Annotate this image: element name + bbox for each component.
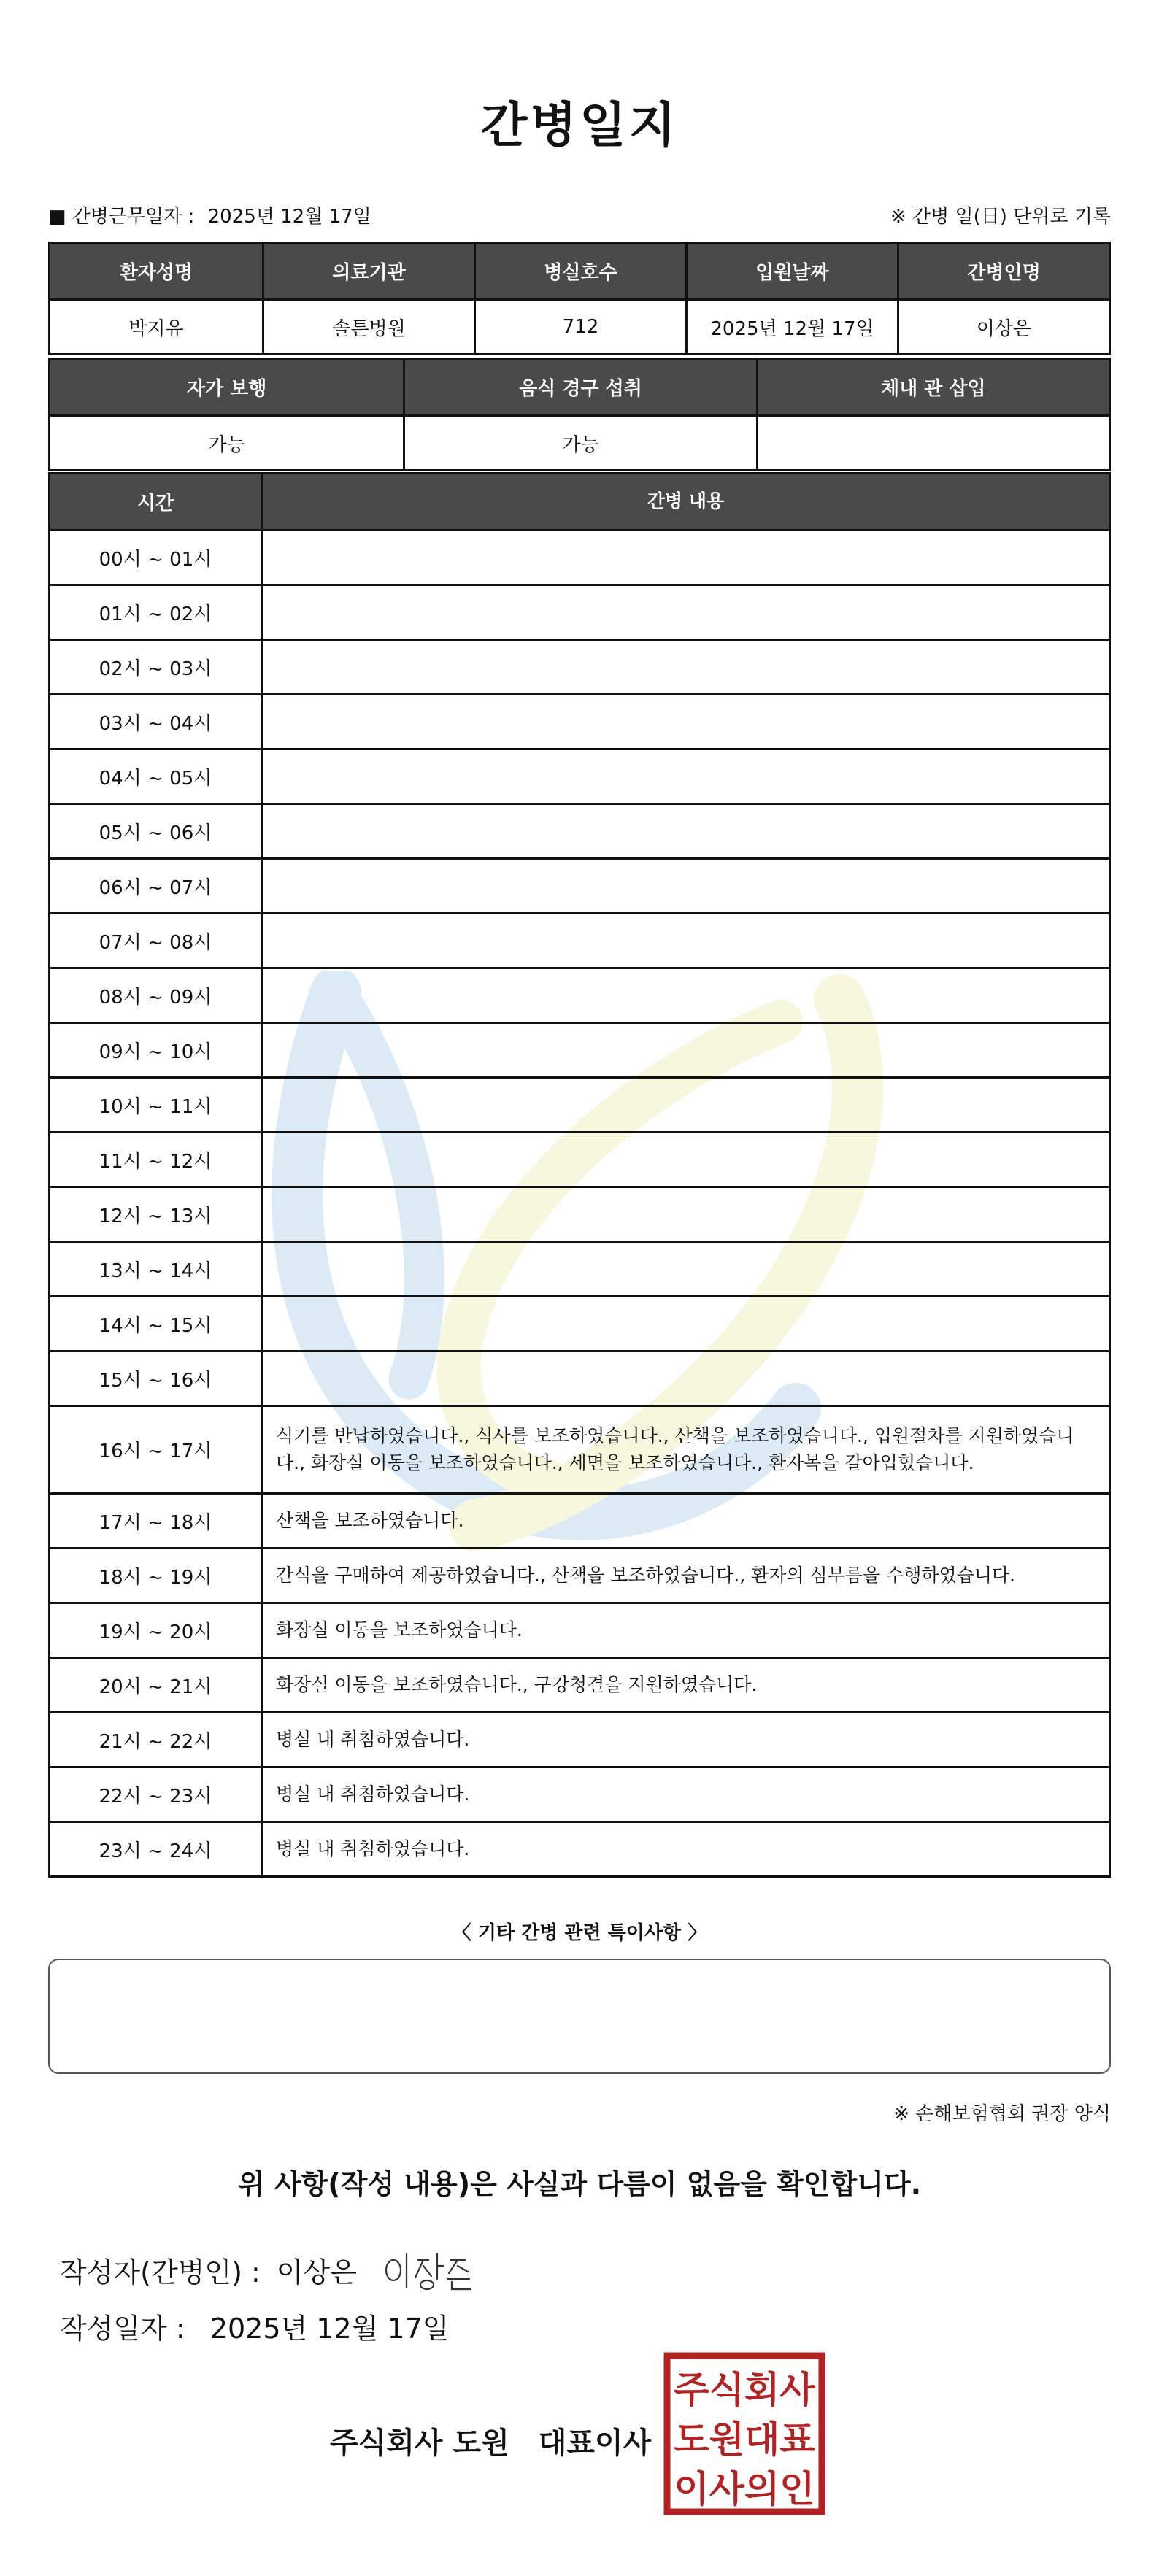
table-row <box>50 967 1109 1022</box>
time-slot: 22시 ~ 23시 <box>99 1785 212 1808</box>
table-row <box>50 529 1109 584</box>
time-slot: 23시 ~ 24시 <box>99 1840 212 1862</box>
time-slot: 16시 ~ 17시 <box>99 1441 212 1462</box>
time-slot: 09시 ~ 10시 <box>99 1041 212 1063</box>
header-caregiver-name: 간병인명 <box>897 244 1109 298</box>
author-name: 이상은 <box>276 2256 357 2288</box>
time-slot: 06시 ~ 07시 <box>99 876 212 899</box>
page-title: 간병일지 <box>480 97 679 153</box>
tube-insertion-value <box>756 417 1109 469</box>
company-seal-icon <box>663 2351 826 2516</box>
care-content[interactable] <box>261 1243 1109 1295</box>
record-unit-note: ※ 간병 일(日) 단위로 기록 <box>890 206 1111 228</box>
care-content[interactable] <box>261 1188 1109 1241</box>
author-label: 작성자(간병인) : <box>60 2256 261 2288</box>
time-slot: 12시 ~ 13시 <box>99 1205 212 1227</box>
written-date-value: 2025년 12월 17일 <box>209 2313 450 2345</box>
header-self-walking: 자가 보행 <box>50 360 403 414</box>
admission-date: 2025년 12월 17일 <box>685 301 897 353</box>
table-row <box>50 857 1109 912</box>
care-content[interactable] <box>261 1352 1109 1405</box>
time-slot: 18시 ~ 19시 <box>99 1566 212 1589</box>
table-row <box>50 748 1109 803</box>
oral-intake-value: 가능 <box>403 417 755 469</box>
time-slot: 03시 ~ 04시 <box>99 712 212 735</box>
work-date <box>48 201 371 228</box>
care-content[interactable] <box>261 1079 1109 1131</box>
time-slot: 21시 ~ 22시 <box>99 1730 212 1753</box>
hourly-care-log-table <box>48 472 1111 1878</box>
care-content[interactable]: 병실 내 취침하였습니다. <box>261 1823 1109 1875</box>
association-note: ※ 손해보험협회 권장 양식 <box>893 2103 1111 2125</box>
header-tube-insertion: 체내 관 삽입 <box>756 360 1109 414</box>
time-slot: 00시 ~ 01시 <box>99 548 212 571</box>
patient-name: 박지유 <box>128 317 184 340</box>
table-header-row <box>50 244 1109 298</box>
written-date-line <box>60 2306 450 2346</box>
table-row <box>50 693 1109 748</box>
table-row <box>50 1076 1109 1131</box>
header-hospital: 의료기관 <box>262 244 474 298</box>
table-row <box>50 1766 1109 1821</box>
time-slot: 20시 ~ 21시 <box>99 1675 212 1698</box>
caregiver-name: 이상은 <box>897 301 1109 353</box>
table-row <box>50 584 1109 639</box>
table-row <box>50 414 1109 469</box>
patient-info-table <box>48 242 1111 355</box>
seal-text-line: 주식회사 <box>674 2369 815 2411</box>
table-row <box>50 1186 1109 1241</box>
header-oral-intake: 음식 경구 섭취 <box>403 360 755 414</box>
time-slot: 01시 ~ 02시 <box>99 603 212 625</box>
table-row <box>50 803 1109 857</box>
table-row <box>50 1547 1109 1602</box>
header-room-number: 병실호수 <box>474 244 685 298</box>
hospital-name: 솔튼병원 <box>262 301 474 353</box>
written-date-label: 작성일자 : <box>60 2313 185 2345</box>
header-time: 시간 <box>50 474 261 529</box>
care-content[interactable] <box>261 531 1109 584</box>
care-content[interactable]: 산책을 보조하였습니다. <box>261 1495 1109 1547</box>
care-content[interactable] <box>261 1297 1109 1350</box>
header-care-content: 간병 내용 <box>261 474 1109 529</box>
care-content[interactable]: 화장실 이동을 보조하였습니다. <box>261 1604 1109 1657</box>
special-notes-box[interactable] <box>48 1959 1111 2074</box>
table-row <box>50 1602 1109 1657</box>
care-content[interactable] <box>261 750 1109 803</box>
table-row <box>50 912 1109 967</box>
table-row <box>50 1821 1109 1875</box>
time-slot: 08시 ~ 09시 <box>99 986 212 1009</box>
author-line <box>60 2244 481 2295</box>
care-content[interactable] <box>261 695 1109 748</box>
care-content[interactable] <box>261 1133 1109 1186</box>
care-content[interactable] <box>261 860 1109 912</box>
seal-text-line: 이사의인 <box>674 2468 815 2510</box>
company-signoff <box>330 2420 651 2461</box>
care-content[interactable]: 병실 내 취침하였습니다. <box>261 1768 1109 1821</box>
care-content[interactable]: 병실 내 취침하였습니다. <box>261 1713 1109 1766</box>
table-row <box>50 298 1109 353</box>
care-content[interactable] <box>261 914 1109 967</box>
care-content[interactable]: 화장실 이동을 보조하였습니다., 구강청결을 지원하였습니다. <box>261 1659 1109 1711</box>
table-row <box>50 1131 1109 1186</box>
table-row <box>50 1657 1109 1711</box>
table-row <box>50 1241 1109 1295</box>
confirmation-statement: 위 사항(작성 내용)은 사실과 다름이 없음을 확인합니다. <box>237 2168 922 2200</box>
signature-icon <box>379 2244 481 2295</box>
table-row <box>50 1022 1109 1076</box>
time-slot: 15시 ~ 16시 <box>99 1369 212 1392</box>
header-admission-date: 입원날짜 <box>685 244 897 298</box>
time-slot: 04시 ~ 05시 <box>99 767 212 790</box>
table-row <box>50 1350 1109 1405</box>
care-content[interactable] <box>261 1024 1109 1076</box>
time-slot: 05시 ~ 06시 <box>99 822 212 844</box>
special-notes-title: 〈 기타 간병 관련 특이사항 〉 <box>452 1922 707 1944</box>
work-date-value: 2025년 12월 17일 <box>207 206 371 228</box>
work-date-label: ■ 간병근무일자 : <box>48 206 194 228</box>
self-walking-value: 가능 <box>208 433 245 456</box>
care-content[interactable] <box>261 586 1109 639</box>
company-name: 주식회사 도원 <box>330 2426 509 2460</box>
time-slot: 14시 ~ 15시 <box>99 1314 212 1337</box>
time-slot: 02시 ~ 03시 <box>99 658 212 680</box>
table-row <box>50 1405 1109 1492</box>
care-content[interactable]: 간식을 구매하여 제공하였습니다., 산책을 보조하였습니다., 환자의 심부름을 수행하였습니다. <box>261 1549 1109 1602</box>
table-header-row <box>50 360 1109 414</box>
table-row <box>50 1492 1109 1547</box>
time-slot: 13시 ~ 14시 <box>99 1260 212 1282</box>
table-row <box>50 1711 1109 1766</box>
meta-row <box>48 201 1111 231</box>
care-content[interactable] <box>261 969 1109 1022</box>
patient-status-table <box>48 358 1111 471</box>
care-content[interactable]: 식기를 반납하였습니다., 식사를 보조하였습니다., 산책을 보조하였습니다., 입원절차를 지원하였습니다., 화장실 이동을 보조하였습니다., 세면을 보조하였습니다., 환자복을 갈아입혔습니다. <box>261 1407 1109 1492</box>
table-row <box>50 1295 1109 1350</box>
header-patient-name: 환자성명 <box>50 244 262 298</box>
seal-text-line: 도원대표 <box>674 2418 815 2461</box>
table-header-row <box>50 474 1109 529</box>
care-content[interactable] <box>261 805 1109 857</box>
care-content[interactable] <box>261 641 1109 693</box>
table-row <box>50 639 1109 693</box>
time-slot: 11시 ~ 12시 <box>99 1150 212 1173</box>
time-slot: 07시 ~ 08시 <box>99 931 212 954</box>
company-title: 대표이사 <box>538 2426 652 2460</box>
time-slot: 10시 ~ 11시 <box>99 1095 212 1118</box>
time-slot: 17시 ~ 18시 <box>99 1511 212 1534</box>
room-number: 712 <box>474 301 685 353</box>
time-slot: 19시 ~ 20시 <box>99 1621 212 1643</box>
